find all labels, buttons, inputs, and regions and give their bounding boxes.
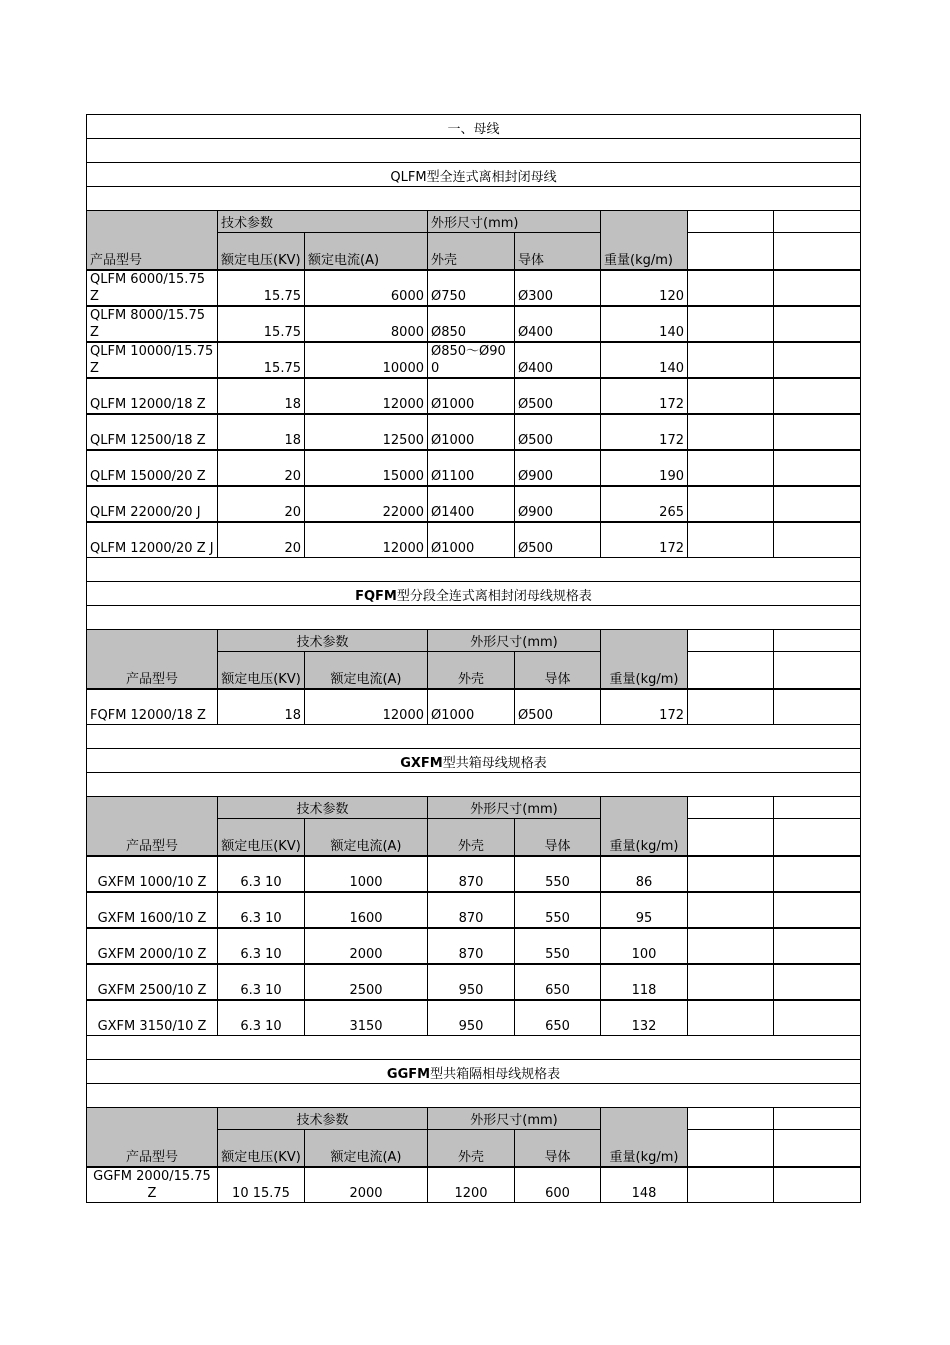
section-title: GXFM型共箱母线规格表: [87, 749, 861, 773]
table-row: [87, 522, 861, 558]
model-cell: FQFM 12000/18 Z: [87, 689, 218, 725]
section-title-qlfm: QLFM型全连式离相封闭母线: [87, 163, 861, 187]
current-cell: 12000: [305, 522, 428, 558]
table-row: [87, 342, 861, 378]
model-cell: QLFM 22000/20 J: [87, 486, 218, 522]
table-row: [87, 378, 861, 414]
table-row: [87, 486, 861, 522]
voltage-cell: 6.3 10: [218, 856, 305, 892]
shell-cell: Ø1400: [428, 486, 515, 522]
blank-row: [87, 1036, 861, 1060]
conductor-cell: 600: [515, 1167, 601, 1203]
header-conductor: 导体: [515, 1130, 601, 1167]
header-model: 产品型号: [87, 797, 218, 856]
shell-cell: Ø850～Ø900: [428, 342, 515, 378]
current-cell: 12000: [305, 689, 428, 725]
voltage-cell: 20: [218, 522, 305, 558]
blank-row: [87, 606, 861, 630]
header-dimensions: 外形尺寸(mm): [428, 797, 601, 819]
busbar-spec-sheet: [86, 114, 861, 1203]
section-title-row: [87, 582, 861, 606]
voltage-cell: 18: [218, 378, 305, 414]
current-cell: 3150: [305, 1000, 428, 1036]
weight-cell: 86: [601, 856, 688, 892]
section-title-row: [87, 1060, 861, 1084]
header-model: 产品型号: [87, 211, 218, 270]
header-current: 额定电流(A): [305, 233, 428, 270]
weight-cell: 172: [601, 378, 688, 414]
blank-row: [87, 558, 861, 582]
model-cell: QLFM 12000/20 Z J: [87, 522, 218, 558]
shell-cell: 1200: [428, 1167, 515, 1203]
blank-row: [87, 139, 861, 163]
table-row: [87, 689, 861, 725]
header-current: 额定电流(A): [305, 1130, 428, 1167]
header-row-1: [87, 211, 861, 233]
current-cell: 22000: [305, 486, 428, 522]
conductor-cell: Ø500: [515, 378, 601, 414]
shell-cell: 870: [428, 856, 515, 892]
shell-cell: Ø750: [428, 270, 515, 306]
weight-cell: 172: [601, 414, 688, 450]
header-tech-params: 技术参数: [218, 797, 428, 819]
header-row-1: [87, 1108, 861, 1130]
conductor-cell: 650: [515, 964, 601, 1000]
shell-cell: 870: [428, 892, 515, 928]
weight-cell: 140: [601, 342, 688, 378]
weight-cell: 265: [601, 486, 688, 522]
table-row: [87, 892, 861, 928]
header-shell: 外壳: [428, 1130, 515, 1167]
current-cell: 2500: [305, 964, 428, 1000]
shell-cell: Ø1000: [428, 378, 515, 414]
current-cell: 15000: [305, 450, 428, 486]
shell-cell: 950: [428, 1000, 515, 1036]
header-weight: 重量(kg/m): [601, 797, 688, 856]
weight-cell: 148: [601, 1167, 688, 1203]
weight-cell: 132: [601, 1000, 688, 1036]
shell-cell: Ø850: [428, 306, 515, 342]
voltage-cell: 20: [218, 450, 305, 486]
sheet-title: 一、母线: [87, 115, 861, 139]
model-cell: GXFM 1000/10 Z: [87, 856, 218, 892]
model-cell: GXFM 1600/10 Z: [87, 892, 218, 928]
header-weight: 重量(kg/m): [601, 211, 688, 270]
conductor-cell: Ø900: [515, 450, 601, 486]
header-shell: 外壳: [428, 233, 515, 270]
header-model: 产品型号: [87, 630, 218, 689]
shell-cell: Ø1000: [428, 522, 515, 558]
header-tech-params: 技术参数: [218, 211, 428, 233]
header-weight: 重量(kg/m): [601, 1108, 688, 1167]
model-cell: GGFM 2000/15.75 Z: [87, 1167, 218, 1203]
weight-cell: 172: [601, 689, 688, 725]
header-dimensions: 外形尺寸(mm): [428, 211, 601, 233]
model-cell: QLFM 12500/18 Z: [87, 414, 218, 450]
current-cell: 2000: [305, 928, 428, 964]
header-voltage: 额定电压(KV): [218, 233, 305, 270]
header-tech-params: 技术参数: [218, 1108, 428, 1130]
conductor-cell: Ø900: [515, 486, 601, 522]
voltage-cell: 15.75: [218, 306, 305, 342]
voltage-cell: 18: [218, 689, 305, 725]
conductor-cell: Ø500: [515, 522, 601, 558]
voltage-cell: 20: [218, 486, 305, 522]
table-row: [87, 928, 861, 964]
voltage-cell: 6.3 10: [218, 1000, 305, 1036]
section-title: GGFM型共箱隔相母线规格表: [87, 1060, 861, 1084]
voltage-cell: 18: [218, 414, 305, 450]
section-title-row: [87, 749, 861, 773]
conductor-cell: Ø300: [515, 270, 601, 306]
sheet-title-row: [87, 115, 861, 139]
header-conductor: 导体: [515, 819, 601, 856]
table-row: [87, 306, 861, 342]
current-cell: 10000: [305, 342, 428, 378]
voltage-cell: 15.75: [218, 270, 305, 306]
table-row: [87, 964, 861, 1000]
conductor-cell: 550: [515, 928, 601, 964]
header-current: 额定电流(A): [305, 652, 428, 689]
blank-row: [87, 725, 861, 749]
header-dimensions: 外形尺寸(mm): [428, 630, 601, 652]
conductor-cell: 550: [515, 892, 601, 928]
current-cell: 8000: [305, 306, 428, 342]
shell-cell: Ø1100: [428, 450, 515, 486]
table-row: [87, 1167, 861, 1203]
table-row: [87, 1000, 861, 1036]
header-current: 额定电流(A): [305, 819, 428, 856]
header-row-1: [87, 797, 861, 819]
model-cell: QLFM 8000/15.75 Z: [87, 306, 218, 342]
shell-cell: Ø1000: [428, 414, 515, 450]
weight-cell: 118: [601, 964, 688, 1000]
weight-cell: 172: [601, 522, 688, 558]
weight-cell: 190: [601, 450, 688, 486]
voltage-cell: 15.75: [218, 342, 305, 378]
header-voltage: 额定电压(KV): [218, 1130, 305, 1167]
table-row: [87, 856, 861, 892]
weight-cell: 95: [601, 892, 688, 928]
table-row: [87, 270, 861, 306]
header-dimensions: 外形尺寸(mm): [428, 1108, 601, 1130]
header-shell: 外壳: [428, 819, 515, 856]
model-cell: GXFM 3150/10 Z: [87, 1000, 218, 1036]
conductor-cell: Ø500: [515, 414, 601, 450]
current-cell: 12000: [305, 378, 428, 414]
model-cell: GXFM 2500/10 Z: [87, 964, 218, 1000]
blank-row: [87, 773, 861, 797]
table-row: [87, 414, 861, 450]
current-cell: 6000: [305, 270, 428, 306]
table-row: [87, 450, 861, 486]
model-cell: QLFM 12000/18 Z: [87, 378, 218, 414]
weight-cell: 140: [601, 306, 688, 342]
shell-cell: 950: [428, 964, 515, 1000]
shell-cell: Ø1000: [428, 689, 515, 725]
voltage-cell: 6.3 10: [218, 892, 305, 928]
conductor-cell: Ø400: [515, 342, 601, 378]
voltage-cell: 6.3 10: [218, 964, 305, 1000]
header-row-1: [87, 630, 861, 652]
header-voltage: 额定电压(KV): [218, 652, 305, 689]
model-cell: QLFM 6000/15.75 Z: [87, 270, 218, 306]
weight-cell: 100: [601, 928, 688, 964]
weight-cell: 120: [601, 270, 688, 306]
conductor-cell: Ø500: [515, 689, 601, 725]
voltage-cell: 6.3 10: [218, 928, 305, 964]
conductor-cell: 550: [515, 856, 601, 892]
shell-cell: 870: [428, 928, 515, 964]
current-cell: 1600: [305, 892, 428, 928]
current-cell: 1000: [305, 856, 428, 892]
blank-row: [87, 1084, 861, 1108]
model-cell: QLFM 15000/20 Z: [87, 450, 218, 486]
current-cell: 2000: [305, 1167, 428, 1203]
blank-row: [87, 187, 861, 211]
current-cell: 12500: [305, 414, 428, 450]
header-tech-params: 技术参数: [218, 630, 428, 652]
conductor-cell: 650: [515, 1000, 601, 1036]
section-title: FQFM型分段全连式离相封闭母线规格表: [87, 582, 861, 606]
conductor-cell: Ø400: [515, 306, 601, 342]
section-title-row: [87, 163, 861, 187]
header-voltage: 额定电压(KV): [218, 819, 305, 856]
header-model: 产品型号: [87, 1108, 218, 1167]
model-cell: QLFM 10000/15.75 Z: [87, 342, 218, 378]
voltage-cell: 10 15.75: [218, 1167, 305, 1203]
header-conductor: 导体: [515, 652, 601, 689]
header-weight: 重量(kg/m): [601, 630, 688, 689]
header-shell: 外壳: [428, 652, 515, 689]
header-conductor: 导体: [515, 233, 601, 270]
model-cell: GXFM 2000/10 Z: [87, 928, 218, 964]
